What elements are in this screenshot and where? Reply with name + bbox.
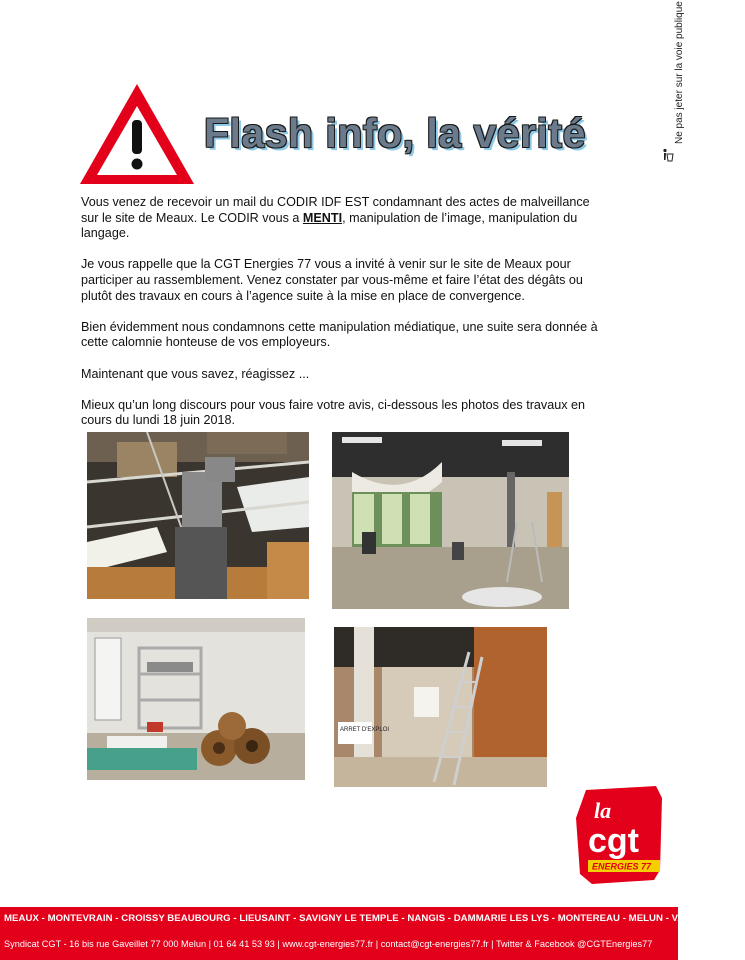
trash-bin-icon (662, 148, 674, 162)
paragraph: Maintenant que vous savez, réagissez ... (81, 366, 310, 381)
logo-sub: ENERGIES 77 (592, 861, 652, 872)
photo-sign-text: ARRET D'EXPLOI (340, 727, 390, 733)
photo-ceiling-works (87, 432, 309, 599)
photo-corridor-ladder (334, 627, 547, 787)
footer-towns: MEAUX - MONTEVRAIN - CROISSY BEAUBOURG - LIEUSAINT - SAVIGNY LE TEMPLE - NANGIS - DAMMARIE LES LYS - MONTEREAU - MELUN - VAUX-LE-PENIL (4, 913, 745, 924)
paragraph: Bien évidemment nous condamnons cette manipulation médiatique, une suite sera donnée à cette calomnie honteuse de vos employeurs. (81, 319, 598, 350)
photo-scaffold-cables (87, 618, 305, 780)
footer-contact: Syndicat CGT - 16 bis rue Gaveillet 77 000 Melun | 01 64 41 53 93 | www.cgt-energies77.fr | contact@cgt-energies77.fr | Twitter & Facebook @CGTEnergies77 (4, 939, 653, 949)
emphasis-menti: MENTI (302, 210, 343, 225)
photo-open-office (332, 432, 569, 609)
footer-band (0, 907, 745, 960)
warning-sign-icon (78, 82, 196, 186)
paragraph: Vous venez de recevoir un mail du CODIR IDF EST condamnant des actes de malveillance sur le site de Meaux. Le CODIR vous a MENTI, manipulation de l’image, manipulation du langage. (81, 195, 590, 241)
cgt-energies-logo (562, 778, 674, 906)
side-notice (662, 1, 685, 166)
paragraph: Je vous rappelle que la CGT Energies 77 vous a invité à venir sur le site de Meaux pour participer au rassemblement. Venez constater par vous-même et faire l’état des dégâts ou plutôt des travaux en cours à l’agence suite à la mise en place de convergence. (81, 257, 583, 303)
side-notice-text: Ne pas jeter sur la voie publique (674, 1, 685, 144)
page-title: Flash info, la vérité (204, 110, 586, 156)
logo-la: la (594, 798, 612, 823)
paragraph: Mieux qu’un long discours pour vous faire votre avis, ci-dessous les photos des travaux en cours du lundi 18 juin 2018. (81, 397, 586, 428)
article-body (81, 195, 601, 445)
logo-cgt: cgt (588, 822, 639, 860)
